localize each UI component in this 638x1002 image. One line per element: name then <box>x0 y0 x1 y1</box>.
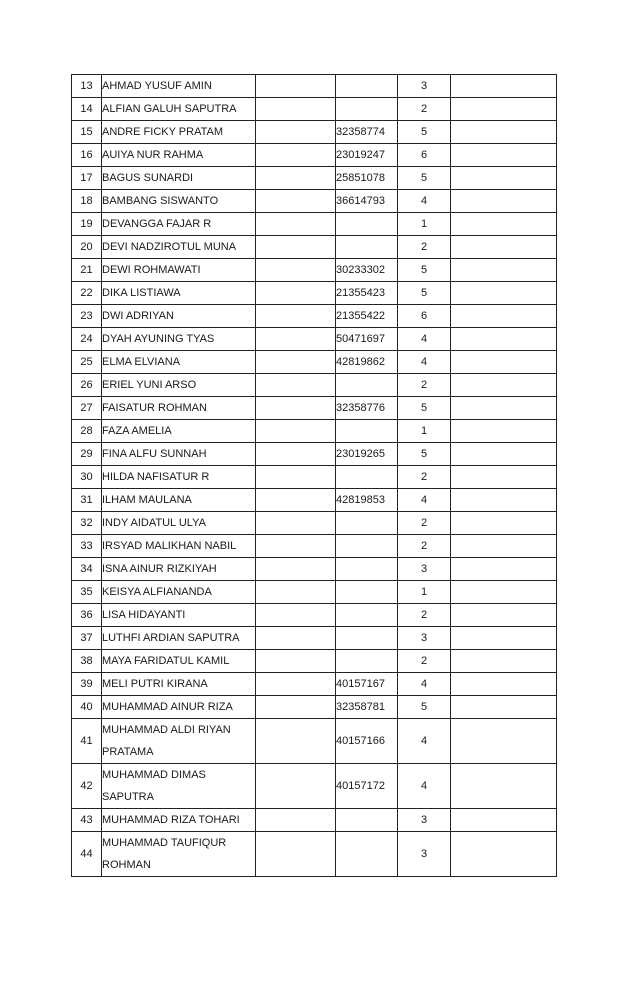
student-id-cell: 50471697 <box>336 328 398 351</box>
table-row <box>72 213 557 236</box>
student-id-cell: 23019247 <box>336 144 398 167</box>
empty-cell <box>451 489 557 512</box>
student-name-cell: DYAH AYUNING TYAS <box>102 328 256 351</box>
table-row <box>72 328 557 351</box>
row-number-cell: 39 <box>72 673 102 696</box>
student-id-cell <box>336 558 398 581</box>
empty-cell <box>256 420 336 443</box>
class-level-cell: 4 <box>398 351 451 374</box>
empty-cell <box>256 351 336 374</box>
student-id-cell <box>336 604 398 627</box>
row-number-cell: 18 <box>72 190 102 213</box>
row-number-cell: 23 <box>72 305 102 328</box>
table-row <box>72 512 557 535</box>
student-id-cell: 23019265 <box>336 443 398 466</box>
row-number-cell: 25 <box>72 351 102 374</box>
class-level-cell: 5 <box>398 167 451 190</box>
student-name-cell: HILDA NAFISATUR R <box>102 466 256 489</box>
empty-cell <box>256 397 336 420</box>
empty-cell <box>256 374 336 397</box>
student-name-cell: DIKA LISTIAWA <box>102 282 256 305</box>
empty-cell <box>451 305 557 328</box>
student-name-cell: ANDRE FICKY PRATAM <box>102 121 256 144</box>
empty-cell <box>256 98 336 121</box>
student-id-cell: 42819862 <box>336 351 398 374</box>
empty-cell <box>256 167 336 190</box>
class-level-cell: 4 <box>398 190 451 213</box>
table-row <box>72 581 557 604</box>
student-id-cell <box>336 75 398 98</box>
empty-cell <box>256 673 336 696</box>
student-id-cell <box>336 581 398 604</box>
empty-cell <box>256 512 336 535</box>
student-id-cell: 32358776 <box>336 397 398 420</box>
empty-cell <box>451 259 557 282</box>
student-name-line: SAPUTRA <box>102 791 154 803</box>
row-number-cell: 40 <box>72 696 102 719</box>
student-id-cell <box>336 512 398 535</box>
student-id-cell <box>336 213 398 236</box>
table-row <box>72 466 557 489</box>
table-row <box>72 190 557 213</box>
row-number-cell: 33 <box>72 535 102 558</box>
class-level-cell: 1 <box>398 420 451 443</box>
empty-cell <box>451 282 557 305</box>
class-level-cell: 5 <box>398 282 451 305</box>
table-row <box>72 443 557 466</box>
class-level-cell: 2 <box>398 374 451 397</box>
class-level-cell: 5 <box>398 696 451 719</box>
empty-cell <box>256 627 336 650</box>
student-name-line: MUHAMMAD DIMAS <box>102 769 206 781</box>
empty-cell <box>256 328 336 351</box>
table-row <box>72 351 557 374</box>
empty-cell <box>451 809 557 832</box>
row-number-cell: 24 <box>72 328 102 351</box>
student-id-cell <box>336 650 398 673</box>
empty-cell <box>451 627 557 650</box>
student-id-cell: 42819853 <box>336 489 398 512</box>
table-row <box>72 75 557 98</box>
row-number-cell: 21 <box>72 259 102 282</box>
empty-cell <box>256 809 336 832</box>
student-name-cell: LISA HIDAYANTI <box>102 604 256 627</box>
row-number-cell: 15 <box>72 121 102 144</box>
table-row <box>72 832 557 877</box>
empty-cell <box>451 144 557 167</box>
student-name-cell: MAYA FARIDATUL KAMIL <box>102 650 256 673</box>
empty-cell <box>256 75 336 98</box>
student-name-cell <box>102 764 256 809</box>
empty-cell <box>256 650 336 673</box>
student-name-cell: ELMA ELVIANA <box>102 351 256 374</box>
student-id-cell <box>336 466 398 489</box>
student-name-cell: MELI PUTRI KIRANA <box>102 673 256 696</box>
empty-cell <box>451 397 557 420</box>
empty-cell <box>451 167 557 190</box>
table-row <box>72 374 557 397</box>
student-name-cell: MUHAMMAD AINUR RIZA <box>102 696 256 719</box>
table-row <box>72 489 557 512</box>
class-level-cell: 3 <box>398 832 451 877</box>
student-id-cell: 36614793 <box>336 190 398 213</box>
empty-cell <box>451 650 557 673</box>
class-level-cell: 3 <box>398 627 451 650</box>
row-number-cell: 38 <box>72 650 102 673</box>
student-id-cell <box>336 832 398 877</box>
class-level-cell: 1 <box>398 213 451 236</box>
row-number-cell: 34 <box>72 558 102 581</box>
student-id-cell: 21355422 <box>336 305 398 328</box>
empty-cell <box>256 604 336 627</box>
class-level-cell: 2 <box>398 512 451 535</box>
empty-cell <box>256 443 336 466</box>
class-level-cell: 2 <box>398 604 451 627</box>
row-number-cell: 37 <box>72 627 102 650</box>
student-id-cell <box>336 236 398 259</box>
table-row <box>72 420 557 443</box>
class-level-cell: 2 <box>398 98 451 121</box>
row-number-cell: 31 <box>72 489 102 512</box>
table-row <box>72 144 557 167</box>
row-number-cell: 43 <box>72 809 102 832</box>
class-level-cell: 2 <box>398 236 451 259</box>
row-number-cell: 19 <box>72 213 102 236</box>
table-row <box>72 650 557 673</box>
student-id-cell: 21355423 <box>336 282 398 305</box>
empty-cell <box>451 420 557 443</box>
empty-cell <box>451 374 557 397</box>
empty-cell <box>451 236 557 259</box>
table-row <box>72 397 557 420</box>
row-number-cell: 28 <box>72 420 102 443</box>
class-level-cell: 5 <box>398 443 451 466</box>
table-row <box>72 282 557 305</box>
empty-cell <box>451 328 557 351</box>
roster-body <box>72 75 557 877</box>
student-id-cell: 40157172 <box>336 764 398 809</box>
student-id-cell: 40157166 <box>336 719 398 764</box>
student-roster-table <box>71 74 557 877</box>
empty-cell <box>256 144 336 167</box>
empty-cell <box>256 535 336 558</box>
empty-cell <box>256 213 336 236</box>
empty-cell <box>256 236 336 259</box>
class-level-cell: 4 <box>398 719 451 764</box>
student-id-cell <box>336 98 398 121</box>
row-number-cell: 27 <box>72 397 102 420</box>
student-id-cell <box>336 627 398 650</box>
empty-cell <box>256 259 336 282</box>
class-level-cell: 5 <box>398 259 451 282</box>
empty-cell <box>256 764 336 809</box>
empty-cell <box>451 558 557 581</box>
class-level-cell: 5 <box>398 121 451 144</box>
student-name-line: PRATAMA <box>102 746 154 758</box>
empty-cell <box>256 305 336 328</box>
student-name-cell: IRSYAD MALIKHAN NABIL <box>102 535 256 558</box>
empty-cell <box>256 558 336 581</box>
empty-cell <box>451 466 557 489</box>
student-name-cell <box>102 719 256 764</box>
empty-cell <box>256 832 336 877</box>
row-number-cell: 20 <box>72 236 102 259</box>
table-row <box>72 236 557 259</box>
class-level-cell: 2 <box>398 466 451 489</box>
empty-cell <box>451 832 557 877</box>
empty-cell <box>256 719 336 764</box>
table-row <box>72 305 557 328</box>
table-row <box>72 809 557 832</box>
class-level-cell: 5 <box>398 397 451 420</box>
empty-cell <box>451 443 557 466</box>
student-id-cell: 30233302 <box>336 259 398 282</box>
student-name-cell: MUHAMMAD RIZA TOHARI <box>102 809 256 832</box>
table-row <box>72 604 557 627</box>
student-name-line: MUHAMMAD TAUFIQUR <box>102 837 227 849</box>
row-number-cell: 22 <box>72 282 102 305</box>
class-level-cell: 4 <box>398 673 451 696</box>
student-name-cell: INDY AIDATUL ULYA <box>102 512 256 535</box>
empty-cell <box>451 75 557 98</box>
empty-cell <box>451 535 557 558</box>
table-row <box>72 167 557 190</box>
empty-cell <box>451 121 557 144</box>
student-name-cell: AHMAD YUSUF AMIN <box>102 75 256 98</box>
student-name-line: ROHMAN <box>102 859 151 871</box>
empty-cell <box>451 696 557 719</box>
student-name-cell: BAGUS SUNARDI <box>102 167 256 190</box>
student-name-cell: ALFIAN GALUH SAPUTRA <box>102 98 256 121</box>
class-level-cell: 4 <box>398 328 451 351</box>
empty-cell <box>256 696 336 719</box>
table-row <box>72 535 557 558</box>
student-name-cell: KEISYA ALFIANANDA <box>102 581 256 604</box>
empty-cell <box>451 512 557 535</box>
empty-cell <box>451 764 557 809</box>
student-name-cell: DEWI ROHMAWATI <box>102 259 256 282</box>
student-name-cell: FAZA AMELIA <box>102 420 256 443</box>
student-id-cell <box>336 535 398 558</box>
row-number-cell: 32 <box>72 512 102 535</box>
student-name-cell <box>102 832 256 877</box>
table-row <box>72 259 557 282</box>
table-row <box>72 673 557 696</box>
row-number-cell: 16 <box>72 144 102 167</box>
student-name-cell: BAMBANG SISWANTO <box>102 190 256 213</box>
table-row <box>72 696 557 719</box>
student-name-cell: LUTHFI ARDIAN SAPUTRA <box>102 627 256 650</box>
student-id-cell <box>336 420 398 443</box>
class-level-cell: 6 <box>398 305 451 328</box>
table-row <box>72 98 557 121</box>
empty-cell <box>451 604 557 627</box>
class-level-cell: 3 <box>398 809 451 832</box>
student-name-cell: ILHAM MAULANA <box>102 489 256 512</box>
empty-cell <box>451 98 557 121</box>
empty-cell <box>256 282 336 305</box>
student-id-cell: 32358781 <box>336 696 398 719</box>
table-row <box>72 719 557 764</box>
student-name-cell: DEVI NADZIROTUL MUNA <box>102 236 256 259</box>
table-row <box>72 627 557 650</box>
empty-cell <box>256 581 336 604</box>
empty-cell <box>256 121 336 144</box>
student-name-line: MUHAMMAD ALDI RIYAN <box>102 724 231 736</box>
row-number-cell: 14 <box>72 98 102 121</box>
table-row <box>72 121 557 144</box>
empty-cell <box>451 581 557 604</box>
class-level-cell: 2 <box>398 535 451 558</box>
row-number-cell: 29 <box>72 443 102 466</box>
student-name-cell: DWI ADRIYAN <box>102 305 256 328</box>
empty-cell <box>451 351 557 374</box>
row-number-cell: 26 <box>72 374 102 397</box>
empty-cell <box>451 213 557 236</box>
student-id-cell: 32358774 <box>336 121 398 144</box>
empty-cell <box>256 489 336 512</box>
row-number-cell: 36 <box>72 604 102 627</box>
empty-cell <box>451 190 557 213</box>
student-id-cell <box>336 809 398 832</box>
row-number-cell: 17 <box>72 167 102 190</box>
student-id-cell: 25851078 <box>336 167 398 190</box>
empty-cell <box>256 466 336 489</box>
student-id-cell <box>336 374 398 397</box>
row-number-cell: 42 <box>72 764 102 809</box>
table-row <box>72 764 557 809</box>
class-level-cell: 1 <box>398 581 451 604</box>
class-level-cell: 3 <box>398 558 451 581</box>
class-level-cell: 2 <box>398 650 451 673</box>
empty-cell <box>256 190 336 213</box>
student-name-cell: FINA ALFU SUNNAH <box>102 443 256 466</box>
empty-cell <box>451 673 557 696</box>
row-number-cell: 41 <box>72 719 102 764</box>
class-level-cell: 3 <box>398 75 451 98</box>
row-number-cell: 30 <box>72 466 102 489</box>
student-name-cell: AUIYA NUR RAHMA <box>102 144 256 167</box>
class-level-cell: 4 <box>398 489 451 512</box>
row-number-cell: 35 <box>72 581 102 604</box>
row-number-cell: 44 <box>72 832 102 877</box>
class-level-cell: 6 <box>398 144 451 167</box>
student-name-cell: FAISATUR ROHMAN <box>102 397 256 420</box>
student-name-cell: ERIEL YUNI ARSO <box>102 374 256 397</box>
class-level-cell: 4 <box>398 764 451 809</box>
student-id-cell: 40157167 <box>336 673 398 696</box>
table-row <box>72 558 557 581</box>
row-number-cell: 13 <box>72 75 102 98</box>
student-name-cell: ISNA AINUR RIZKIYAH <box>102 558 256 581</box>
empty-cell <box>451 719 557 764</box>
student-name-cell: DEVANGGA FAJAR R <box>102 213 256 236</box>
